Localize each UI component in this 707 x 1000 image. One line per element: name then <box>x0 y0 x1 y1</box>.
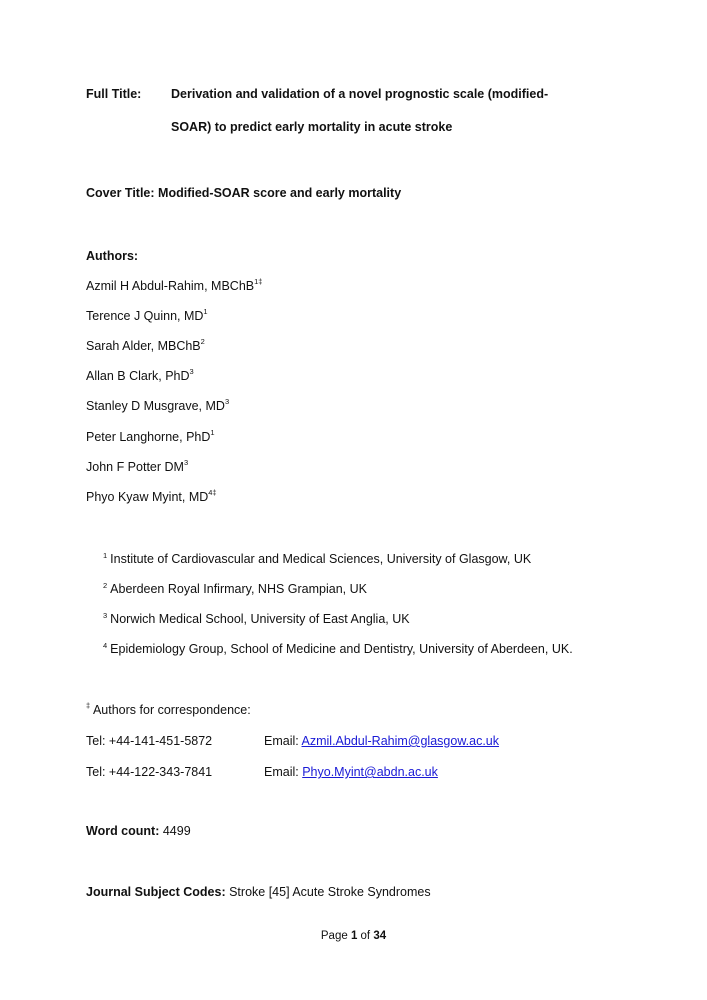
author-name: John F Potter DM <box>86 460 184 474</box>
page-number <box>0 930 707 942</box>
affiliation-text: Aberdeen Royal Infirmary, NHS Grampian, UK <box>110 582 367 596</box>
subject-codes-value: Stroke [45] Acute Stroke Syndromes <box>229 885 431 899</box>
word-count-label: Word count: <box>86 824 160 838</box>
author-item <box>86 396 230 413</box>
title-line-1: Derivation and validation of a novel prognostic scale (modified- <box>171 87 549 101</box>
author-item <box>86 366 194 383</box>
affiliation-number: 2 <box>103 581 108 590</box>
author-name: Phyo Kyaw Myint, MD <box>86 490 209 504</box>
author-item <box>86 427 215 444</box>
email-line <box>264 734 499 748</box>
email-label: Email: <box>264 765 303 779</box>
author-item <box>86 306 208 323</box>
authors-heading: Authors: <box>86 249 139 263</box>
page-total: 34 <box>373 930 387 942</box>
affiliation-text: Norwich Medical School, University of East Anglia, UK <box>110 612 410 626</box>
affiliation-number: 4 <box>103 641 108 650</box>
correspondence-label: Authors for correspondence: <box>92 703 251 717</box>
author-affiliation-marker: 3 <box>189 366 194 376</box>
author-name: Allan B Clark, PhD <box>86 369 190 383</box>
word-count-value: 4499 <box>162 824 191 838</box>
phone-number: Tel: +44-122-343-7841 <box>86 765 213 779</box>
author-name: Sarah Alder, MBChB <box>86 339 201 353</box>
author-affiliation-marker: 4‡ <box>208 487 217 497</box>
page-middle: of <box>357 930 374 942</box>
correspondence-note <box>86 700 251 717</box>
author-name: Peter Langhorne, PhD <box>86 430 211 444</box>
author-affiliation-marker: 1‡ <box>254 276 263 286</box>
email-label: Email: <box>264 734 302 748</box>
email-link[interactable]: Phyo.Myint@abdn.ac.uk <box>302 765 438 779</box>
author-affiliation-marker: 3 <box>224 396 230 406</box>
cover-title <box>86 186 401 200</box>
affiliation-item <box>103 552 531 566</box>
affiliation-text: Institute of Cardiovascular and Medical Sciences, University of Glasgow, UK <box>110 552 532 566</box>
subject-codes <box>86 885 431 899</box>
author-item <box>86 487 217 504</box>
cover-title-label: Cover Title: <box>86 186 155 200</box>
email-link[interactable]: Azmil.Abdul-Rahim@glasgow.ac.uk <box>301 734 500 748</box>
phone-number: Tel: +44-141-451-5872 <box>86 734 213 748</box>
page-current: 1 <box>350 930 358 942</box>
author-item <box>86 336 205 353</box>
author-affiliation-marker: 2 <box>200 336 205 346</box>
cover-title-text: Modified-SOAR score and early mortality <box>158 186 402 200</box>
subject-codes-label: Journal Subject Codes: <box>86 885 226 899</box>
author-affiliation-marker: 1 <box>203 306 208 316</box>
affiliation-text: Epidemiology Group, School of Medicine and Dentistry, University of Aberdeen, UK. <box>110 642 573 656</box>
word-count <box>86 824 191 838</box>
author-name: Terence J Quinn, MD <box>86 309 204 323</box>
affiliation-item <box>103 582 367 596</box>
author-item <box>86 276 263 293</box>
affiliation-number: 1 <box>103 551 108 560</box>
author-affiliation-marker: 3 <box>183 457 189 467</box>
page-prefix: Page <box>320 930 351 942</box>
affiliation-number: 3 <box>103 611 108 620</box>
author-name: Stanley D Musgrave, MD <box>86 399 225 413</box>
full-title-label: Full Title: <box>86 87 142 101</box>
affiliation-item <box>103 612 410 626</box>
email-line <box>264 765 438 779</box>
author-name: Azmil H Abdul-Rahim, MBChB <box>86 279 255 293</box>
correspondence-symbol: ‡ <box>86 700 91 710</box>
title-line-2: SOAR) to predict early mortality in acute stroke <box>171 120 453 134</box>
author-item <box>86 457 189 474</box>
author-affiliation-marker: 1 <box>210 427 215 437</box>
affiliation-item <box>103 642 573 656</box>
